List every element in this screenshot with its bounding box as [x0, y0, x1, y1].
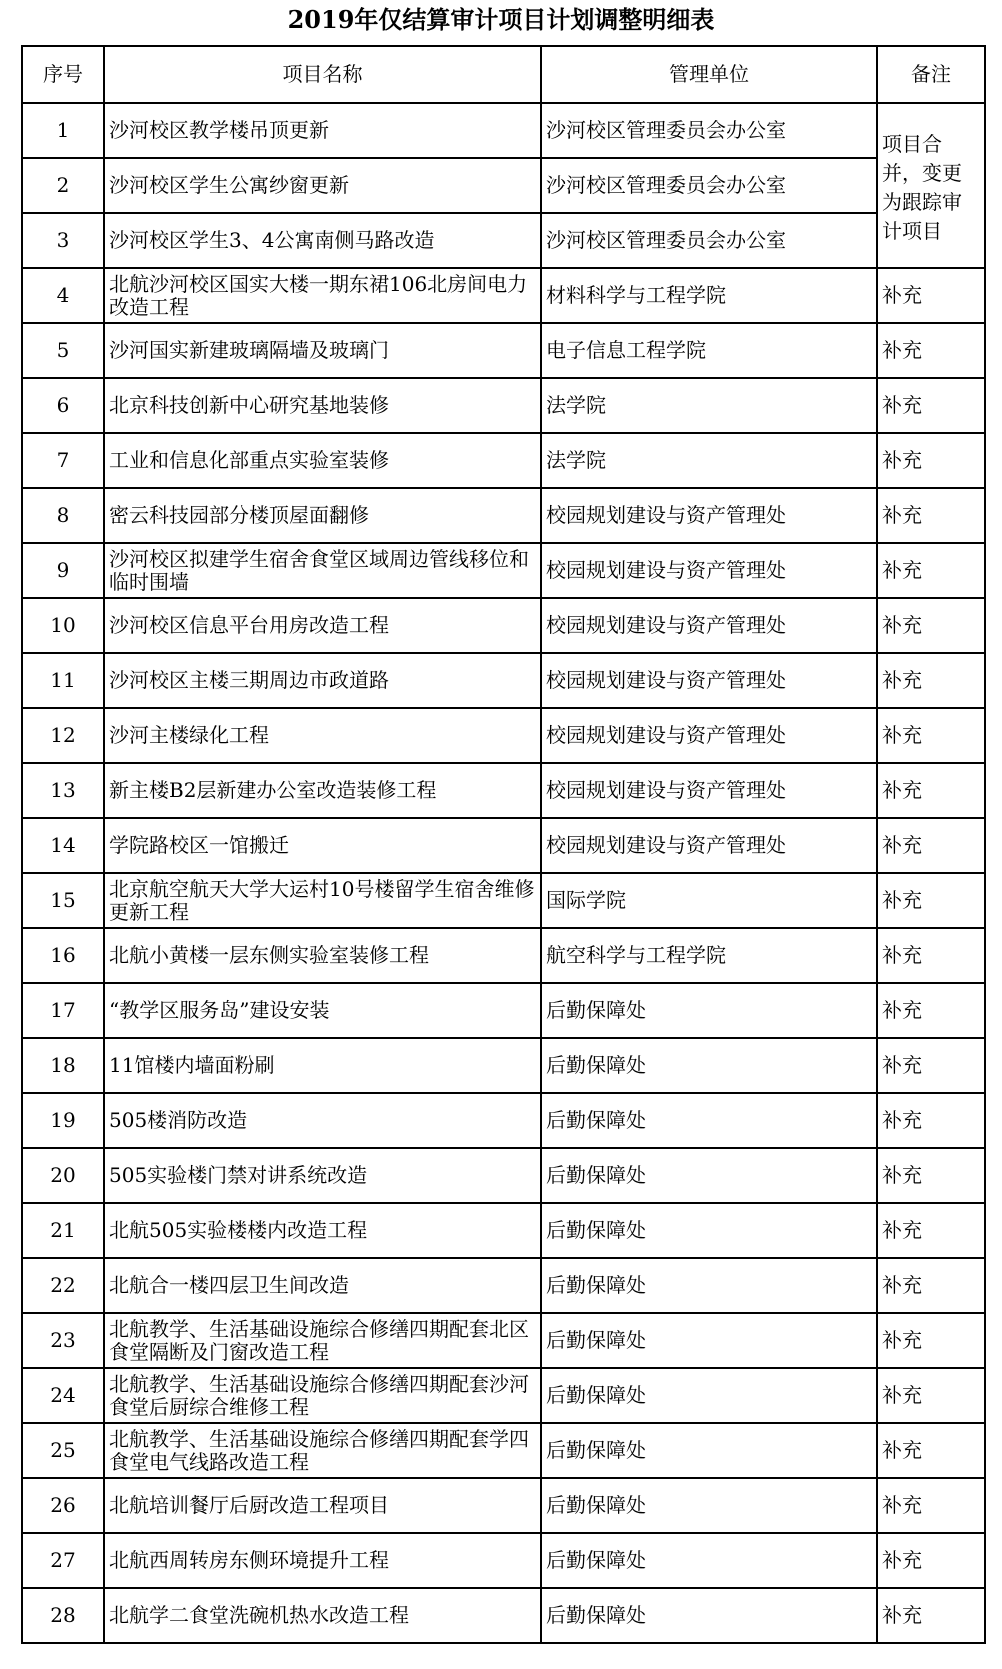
table-row: [22, 873, 985, 928]
row-index: 24: [22, 1368, 104, 1423]
row-index: 14: [22, 818, 104, 873]
row-index: 20: [22, 1148, 104, 1203]
row-project-name: “教学区服务岛”建设安装: [104, 983, 541, 1038]
row-index: 21: [22, 1203, 104, 1258]
header-project-name: 项目名称: [104, 46, 541, 103]
table-row: [22, 1533, 985, 1588]
row-index: 25: [22, 1423, 104, 1478]
row-management-unit: 校园规划建设与资产管理处: [541, 653, 877, 708]
table-row: [22, 103, 985, 158]
row-management-unit: 国际学院: [541, 873, 877, 928]
table-body: [22, 103, 985, 1643]
row-index: 17: [22, 983, 104, 1038]
row-remark: 补充: [877, 323, 985, 378]
row-management-unit: 航空科学与工程学院: [541, 928, 877, 983]
row-index: 15: [22, 873, 104, 928]
row-management-unit: 后勤保障处: [541, 1368, 877, 1423]
row-project-name: 北航教学、生活基础设施综合修缮四期配套沙河食堂后厨综合维修工程: [104, 1368, 541, 1423]
row-remark: 补充: [877, 818, 985, 873]
table-row: [22, 323, 985, 378]
row-management-unit: 后勤保障处: [541, 1093, 877, 1148]
row-index: 18: [22, 1038, 104, 1093]
row-management-unit: 沙河校区管理委员会办公室: [541, 158, 877, 213]
row-project-name: 北航合一楼四层卫生间改造: [104, 1258, 541, 1313]
row-remark: 补充: [877, 1313, 985, 1368]
table-row: [22, 1258, 985, 1313]
row-index: 4: [22, 268, 104, 323]
table-row: [22, 158, 985, 213]
row-remark: 补充: [877, 1423, 985, 1478]
row-project-name: 北航教学、生活基础设施综合修缮四期配套学四食堂电气线路改造工程: [104, 1423, 541, 1478]
row-project-name: 学院路校区一馆搬迁: [104, 818, 541, 873]
header-remarks: 备注: [877, 46, 985, 103]
row-project-name: 工业和信息化部重点实验室装修: [104, 433, 541, 488]
row-management-unit: 法学院: [541, 433, 877, 488]
row-management-unit: 电子信息工程学院: [541, 323, 877, 378]
table-row: [22, 818, 985, 873]
row-project-name: 北航小黄楼一层东侧实验室装修工程: [104, 928, 541, 983]
row-project-name: 新主楼B2层新建办公室改造装修工程: [104, 763, 541, 818]
row-remark: 补充: [877, 1478, 985, 1533]
row-management-unit: 校园规划建设与资产管理处: [541, 763, 877, 818]
row-remark: 补充: [877, 433, 985, 488]
row-index: 5: [22, 323, 104, 378]
row-project-name: 沙河主楼绿化工程: [104, 708, 541, 763]
row-management-unit: 沙河校区管理委员会办公室: [541, 213, 877, 268]
table-row: [22, 1093, 985, 1148]
row-remark: 补充: [877, 763, 985, 818]
row-index: 13: [22, 763, 104, 818]
row-management-unit: 后勤保障处: [541, 1423, 877, 1478]
row-management-unit: 法学院: [541, 378, 877, 433]
row-index: 9: [22, 543, 104, 598]
row-index: 10: [22, 598, 104, 653]
row-project-name: 505实验楼门禁对讲系统改造: [104, 1148, 541, 1203]
table-row: [22, 763, 985, 818]
row-project-name: 北航培训餐厅后厨改造工程项目: [104, 1478, 541, 1533]
table-row: [22, 543, 985, 598]
row-management-unit: 沙河校区管理委员会办公室: [541, 103, 877, 158]
row-management-unit: 校园规划建设与资产管理处: [541, 818, 877, 873]
table-row: [22, 268, 985, 323]
row-remark: 补充: [877, 1148, 985, 1203]
row-management-unit: 后勤保障处: [541, 1588, 877, 1643]
table-row: [22, 213, 985, 268]
row-remark: 补充: [877, 1533, 985, 1588]
row-remark: 补充: [877, 268, 985, 323]
row-project-name: 密云科技园部分楼顶屋面翻修: [104, 488, 541, 543]
row-management-unit: 校园规划建设与资产管理处: [541, 708, 877, 763]
project-table: [21, 45, 986, 1644]
row-management-unit: 后勤保障处: [541, 1148, 877, 1203]
row-index: 1: [22, 103, 104, 158]
row-remark: 补充: [877, 598, 985, 653]
table-row: [22, 1478, 985, 1533]
table-row: [22, 433, 985, 488]
row-index: 19: [22, 1093, 104, 1148]
page-title: 2019年仅结算审计项目计划调整明细表: [287, 5, 715, 34]
table-row: [22, 928, 985, 983]
row-remark: 补充: [877, 653, 985, 708]
row-remark: 补充: [877, 928, 985, 983]
row-management-unit: 后勤保障处: [541, 1313, 877, 1368]
row-index: 6: [22, 378, 104, 433]
row-index: 8: [22, 488, 104, 543]
row-index: 11: [22, 653, 104, 708]
row-project-name: 沙河校区主楼三期周边市政道路: [104, 653, 541, 708]
table-row: [22, 708, 985, 763]
row-management-unit: 后勤保障处: [541, 1478, 877, 1533]
row-project-name: 北航505实验楼楼内改造工程: [104, 1203, 541, 1258]
row-remark: 补充: [877, 708, 985, 763]
row-management-unit: 后勤保障处: [541, 1038, 877, 1093]
row-remark: 补充: [877, 488, 985, 543]
row-project-name: 505楼消防改造: [104, 1093, 541, 1148]
row-project-name: 沙河校区教学楼吊顶更新: [104, 103, 541, 158]
table-row: [22, 1148, 985, 1203]
row-project-name: 沙河国实新建玻璃隔墙及玻璃门: [104, 323, 541, 378]
row-management-unit: 后勤保障处: [541, 1203, 877, 1258]
row-remark: 补充: [877, 1038, 985, 1093]
row-project-name: 北航沙河校区国实大楼一期东裙106北房间电力改造工程: [104, 268, 541, 323]
row-management-unit: 校园规划建设与资产管理处: [541, 488, 877, 543]
row-index: 3: [22, 213, 104, 268]
table-row: [22, 1368, 985, 1423]
table-row: [22, 1203, 985, 1258]
header-index: 序号: [22, 46, 104, 103]
row-remark: 补充: [877, 1203, 985, 1258]
table-row: [22, 378, 985, 433]
row-remark: 补充: [877, 1588, 985, 1643]
table-row: [22, 1038, 985, 1093]
row-project-name: 沙河校区拟建学生宿舍食堂区域周边管线移位和临时围墙: [104, 543, 541, 598]
row-remark: 补充: [877, 873, 985, 928]
row-remark: 补充: [877, 1258, 985, 1313]
row-project-name: 北京科技创新中心研究基地装修: [104, 378, 541, 433]
table-row: [22, 983, 985, 1038]
row-project-name: 11馆楼内墙面粉刷: [104, 1038, 541, 1093]
row-management-unit: 材料科学与工程学院: [541, 268, 877, 323]
row-index: 28: [22, 1588, 104, 1643]
row-project-name: 北航教学、生活基础设施综合修缮四期配套北区食堂隔断及门窗改造工程: [104, 1313, 541, 1368]
row-management-unit: 后勤保障处: [541, 983, 877, 1038]
row-remark: 补充: [877, 1093, 985, 1148]
row-project-name: 沙河校区学生公寓纱窗更新: [104, 158, 541, 213]
row-remark: 补充: [877, 378, 985, 433]
row-index: 16: [22, 928, 104, 983]
row-project-name: 北航西周转房东侧环境提升工程: [104, 1533, 541, 1588]
row-index: 27: [22, 1533, 104, 1588]
row-project-name: 沙河校区信息平台用房改造工程: [104, 598, 541, 653]
table-row: [22, 1423, 985, 1478]
row-management-unit: 校园规划建设与资产管理处: [541, 598, 877, 653]
merged-remark: 项目合并，变更为跟踪审计项目: [877, 103, 985, 268]
table-row: [22, 598, 985, 653]
row-index: 22: [22, 1258, 104, 1313]
row-index: 12: [22, 708, 104, 763]
row-management-unit: 校园规划建设与资产管理处: [541, 543, 877, 598]
row-project-name: 沙河校区学生3、4公寓南侧马路改造: [104, 213, 541, 268]
table-row: [22, 1313, 985, 1368]
table-row: [22, 653, 985, 708]
row-management-unit: 后勤保障处: [541, 1258, 877, 1313]
row-management-unit: 后勤保障处: [541, 1533, 877, 1588]
row-index: 26: [22, 1478, 104, 1533]
header-row: [22, 46, 985, 103]
row-project-name: 北京航空航天大学大运村10号楼留学生宿舍维修更新工程: [104, 873, 541, 928]
row-remark: 补充: [877, 983, 985, 1038]
row-index: 2: [22, 158, 104, 213]
table-row: [22, 488, 985, 543]
row-remark: 补充: [877, 543, 985, 598]
row-project-name: 北航学二食堂洗碗机热水改造工程: [104, 1588, 541, 1643]
header-management-unit: 管理单位: [541, 46, 877, 103]
row-index: 7: [22, 433, 104, 488]
row-index: 23: [22, 1313, 104, 1368]
table-row: [22, 1588, 985, 1643]
row-remark: 补充: [877, 1368, 985, 1423]
